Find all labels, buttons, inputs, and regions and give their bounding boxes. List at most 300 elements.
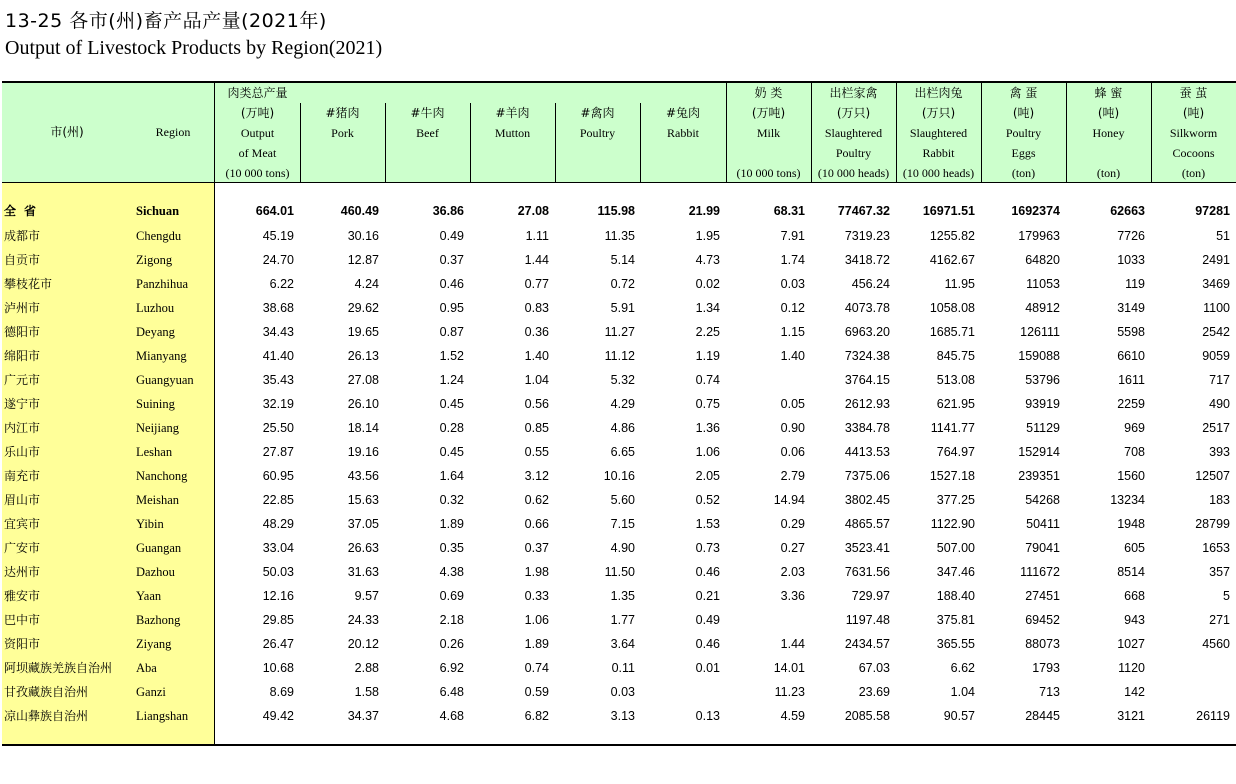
value-cell: 0.46 <box>695 565 720 579</box>
value-cell: 7631.56 <box>844 565 890 579</box>
value-cell: 64820 <box>1025 253 1060 267</box>
region-name-cn: 遂宁市 <box>4 397 41 411</box>
total-row <box>2 199 1236 223</box>
table-row <box>2 272 1236 296</box>
value-cell: 20.12 <box>347 637 379 651</box>
value-cell: 1611 <box>1118 373 1145 387</box>
value-cell: 2.79 <box>780 469 805 483</box>
value-cell: 0.37 <box>439 253 464 267</box>
value-cell: 28799 <box>1195 517 1230 531</box>
value-cell: 3469 <box>1202 277 1230 291</box>
value-cell: 23.69 <box>858 685 890 699</box>
value-cell: 5.32 <box>610 373 635 387</box>
value-cell: 845.75 <box>936 349 975 363</box>
value-cell: 9059 <box>1202 349 1230 363</box>
value-cell: 33.04 <box>262 541 294 555</box>
value-cell: 4.24 <box>354 277 379 291</box>
value-cell: 2612.93 <box>844 397 890 411</box>
value-cell: 1.89 <box>439 517 464 531</box>
value-cell: 27.08 <box>517 204 549 218</box>
table-row <box>2 584 1236 608</box>
header-divider <box>981 83 982 182</box>
region-name-en: Dazhou <box>136 565 175 579</box>
value-cell: 37.05 <box>347 517 379 531</box>
value-cell: 6.62 <box>950 661 975 675</box>
value-cell: 1.52 <box>439 349 464 363</box>
value-cell: 0.46 <box>695 637 720 651</box>
value-cell: 0.27 <box>780 541 805 555</box>
value-cell: 0.74 <box>695 373 720 387</box>
header-region-en: Region <box>155 125 191 139</box>
table-row <box>2 344 1236 368</box>
region-name-en: Deyang <box>136 325 175 339</box>
value-cell: 3121 <box>1117 709 1145 723</box>
region-name-en: Guangyuan <box>136 373 194 387</box>
value-cell: 13234 <box>1110 493 1145 507</box>
value-cell: 1.58 <box>354 685 379 699</box>
value-cell: 34.37 <box>347 709 379 723</box>
value-cell: 375.81 <box>936 613 975 627</box>
value-cell: 1527.18 <box>929 469 975 483</box>
header-col-6: 奶 类 (万吨) Milk (10 000 tons) <box>736 86 801 180</box>
value-cell: 1197.48 <box>845 613 890 627</box>
value-cell: 6.82 <box>524 709 549 723</box>
value-cell: 36.86 <box>432 204 464 218</box>
value-cell: 27451 <box>1025 589 1060 603</box>
value-cell: 25.50 <box>262 421 294 435</box>
region-name-en: Suining <box>136 397 175 411</box>
value-cell: 29.62 <box>347 301 379 315</box>
header-col-11: 蚕 茧 (吨) Silkworm Cocoons (ton) <box>1169 86 1218 180</box>
region-name-cn: 阿坝藏族羌族自治州 <box>4 661 113 675</box>
value-cell: 1.06 <box>524 613 549 627</box>
value-cell: 30.16 <box>347 229 379 243</box>
value-cell: 0.02 <box>695 277 720 291</box>
value-cell: 1.15 <box>780 325 805 339</box>
value-cell: 2.25 <box>695 325 720 339</box>
value-cell: 60.95 <box>262 469 294 483</box>
value-cell: 26.10 <box>347 397 379 411</box>
value-cell: 1.04 <box>950 685 975 699</box>
value-cell: 1058.08 <box>929 301 975 315</box>
value-cell: 1653 <box>1202 541 1230 555</box>
value-cell: 4.38 <box>439 565 464 579</box>
value-cell: 49.42 <box>262 709 294 723</box>
value-cell: 3.12 <box>524 469 549 483</box>
value-cell: 21.99 <box>688 204 720 218</box>
value-cell: 0.28 <box>439 421 464 435</box>
region-name-en: Panzhihua <box>136 277 189 291</box>
value-cell: 460.49 <box>340 204 379 218</box>
value-cell: 10.68 <box>262 661 294 675</box>
value-cell: 7.15 <box>610 517 635 531</box>
value-cell: 1.04 <box>524 373 549 387</box>
value-cell: 664.01 <box>255 204 294 218</box>
region-name-cn: 绵阳市 <box>4 349 41 363</box>
region-name-cn: 凉山彝族自治州 <box>4 709 89 723</box>
region-name-cn: 全省 <box>4 204 45 218</box>
value-cell: 6.22 <box>269 277 294 291</box>
value-cell: 729.97 <box>851 589 890 603</box>
value-cell: 0.45 <box>439 397 464 411</box>
value-cell: 90.57 <box>943 709 975 723</box>
value-cell: 0.77 <box>524 277 549 291</box>
value-cell: 26.13 <box>347 349 379 363</box>
value-cell: 45.19 <box>262 229 294 243</box>
region-name-en: Chengdu <box>136 229 182 243</box>
value-cell: 115.98 <box>597 204 635 218</box>
value-cell: 10.16 <box>603 469 635 483</box>
region-name-cn: 巴中市 <box>4 613 41 627</box>
value-cell: 1120 <box>1118 661 1145 675</box>
value-cell: 4.29 <box>610 397 635 411</box>
header-col-10: 蜂 蜜 (吨) Honey (ton) <box>1092 86 1125 180</box>
value-cell: 6610 <box>1117 349 1145 363</box>
region-name-en: Mianyang <box>136 349 187 363</box>
value-cell: 142 <box>1124 685 1145 699</box>
value-cell: 0.37 <box>524 541 549 555</box>
value-cell: 6.92 <box>439 661 464 675</box>
value-cell: 12.16 <box>262 589 294 603</box>
value-cell: 0.26 <box>439 637 464 651</box>
value-cell: 3764.15 <box>844 373 890 387</box>
table-title-en: Output of Livestock Products by Region(2021) <box>5 37 383 59</box>
value-cell: 2517 <box>1202 421 1230 435</box>
value-cell: 4.68 <box>439 709 464 723</box>
value-cell: 4.86 <box>610 421 635 435</box>
value-cell: 3.36 <box>780 589 805 603</box>
value-cell: 88073 <box>1025 637 1060 651</box>
value-cell: 365.55 <box>936 637 975 651</box>
value-cell: 1560 <box>1117 469 1145 483</box>
value-cell: 0.72 <box>610 277 635 291</box>
region-name-en: Bazhong <box>136 613 181 627</box>
value-cell: 31.63 <box>347 565 379 579</box>
value-cell: 11.12 <box>604 349 635 363</box>
value-cell: 5.60 <box>610 493 635 507</box>
value-cell: 3384.78 <box>844 421 890 435</box>
table-row <box>2 512 1236 536</box>
value-cell: 16971.51 <box>922 204 975 218</box>
value-cell: 3.13 <box>610 709 635 723</box>
value-cell: 7375.06 <box>844 469 890 483</box>
header-col-8: 出栏肉兔 (万只) Slaughtered Rabbit (10 000 heads) <box>902 86 975 180</box>
value-cell: 0.12 <box>780 301 805 315</box>
value-cell: 2491 <box>1202 253 1230 267</box>
value-cell: 456.24 <box>851 277 890 291</box>
header-col-9: 禽 蛋 (吨) Poultry Eggs (ton) <box>1005 86 1042 180</box>
value-cell: 11.23 <box>774 685 805 699</box>
value-cell: 24.33 <box>347 613 379 627</box>
value-cell: 1.34 <box>695 301 720 315</box>
value-cell: 0.62 <box>524 493 549 507</box>
region-name-en: Ziyang <box>136 637 172 651</box>
region-name-cn: 宜宾市 <box>4 517 41 531</box>
region-name-cn: 自贡市 <box>4 253 41 267</box>
region-name-cn: 乐山市 <box>4 445 41 459</box>
value-cell: 11053 <box>1026 277 1060 291</box>
header-col-1: #猪肉 Pork <box>325 106 360 140</box>
header-region-cn: 市(州) <box>50 125 84 139</box>
header-divider <box>470 103 471 182</box>
region-name-en: Yaan <box>136 589 162 603</box>
value-cell: 0.13 <box>695 709 720 723</box>
value-cell: 1.53 <box>695 517 720 531</box>
region-name-cn: 攀枝花市 <box>4 277 53 291</box>
value-cell: 7726 <box>1117 229 1145 243</box>
value-cell: 2.05 <box>695 469 720 483</box>
value-cell: 1.98 <box>524 565 549 579</box>
region-name-en: Meishan <box>136 493 180 507</box>
value-cell: 50.03 <box>262 565 294 579</box>
value-cell: 6.65 <box>610 445 635 459</box>
value-cell: 28445 <box>1025 709 1060 723</box>
region-name-cn: 广安市 <box>4 541 41 555</box>
value-cell: 26.47 <box>262 637 294 651</box>
value-cell: 5598 <box>1117 325 1145 339</box>
value-cell: 34.43 <box>262 325 294 339</box>
value-cell: 43.56 <box>347 469 379 483</box>
value-cell: 0.52 <box>695 493 720 507</box>
table-row <box>2 368 1236 392</box>
value-cell: 0.75 <box>695 397 720 411</box>
value-cell: 1.06 <box>695 445 720 459</box>
value-cell: 93919 <box>1025 397 1060 411</box>
value-cell: 54268 <box>1025 493 1060 507</box>
value-cell: 7.91 <box>780 229 805 243</box>
header-divider <box>811 83 812 182</box>
value-cell: 969 <box>1124 421 1145 435</box>
value-cell: 0.29 <box>780 517 805 531</box>
region-name-cn: 泸州市 <box>4 301 41 315</box>
region-name-en: Zigong <box>136 253 173 267</box>
value-cell: 621.95 <box>936 397 975 411</box>
value-cell: 1.89 <box>524 637 549 651</box>
value-cell: 14.94 <box>773 493 805 507</box>
table-row <box>2 320 1236 344</box>
value-cell: 717 <box>1209 373 1230 387</box>
table-row <box>2 632 1236 656</box>
value-cell: 48912 <box>1025 301 1060 315</box>
value-cell: 159088 <box>1018 349 1060 363</box>
value-cell: 2.18 <box>439 613 464 627</box>
value-cell: 4413.53 <box>844 445 890 459</box>
value-cell: 0.56 <box>524 397 549 411</box>
header-col-4: #禽肉 Poultry <box>579 106 616 140</box>
region-name-cn: 成都市 <box>4 229 41 243</box>
header-divider <box>726 83 727 182</box>
value-cell: 7324.38 <box>844 349 890 363</box>
value-cell: 0.87 <box>439 325 464 339</box>
value-cell: 0.05 <box>780 397 805 411</box>
value-cell: 507.00 <box>936 541 975 555</box>
value-cell: 35.43 <box>262 373 294 387</box>
value-cell: 62663 <box>1110 204 1145 218</box>
table-row <box>2 392 1236 416</box>
value-cell: 1.44 <box>780 637 805 651</box>
value-cell: 3149 <box>1117 301 1145 315</box>
value-cell: 4.90 <box>610 541 635 555</box>
value-cell: 3.64 <box>610 637 635 651</box>
value-cell: 6.48 <box>439 685 464 699</box>
value-cell: 5 <box>1223 589 1230 603</box>
value-cell: 188.40 <box>936 589 975 603</box>
value-cell: 0.33 <box>524 589 549 603</box>
value-cell: 1.95 <box>695 229 720 243</box>
value-cell: 0.95 <box>439 301 464 315</box>
value-cell: 4.73 <box>695 253 720 267</box>
region-name-en: Nanchong <box>136 469 188 483</box>
value-cell: 943 <box>1124 613 1145 627</box>
table-row <box>2 296 1236 320</box>
value-cell: 11.27 <box>604 325 635 339</box>
value-cell: 0.11 <box>611 661 635 675</box>
value-cell: 2259 <box>1117 397 1145 411</box>
header-divider <box>555 103 556 182</box>
value-cell: 3523.41 <box>844 541 890 555</box>
region-name-cn: 甘孜藏族自治州 <box>4 685 89 699</box>
value-cell: 2434.57 <box>844 637 890 651</box>
value-cell: 1027 <box>1117 637 1145 651</box>
region-name-cn: 眉山市 <box>4 493 41 507</box>
value-cell: 38.68 <box>262 301 294 315</box>
value-cell: 0.36 <box>524 325 549 339</box>
value-cell: 0.83 <box>524 301 549 315</box>
region-name-en: Neijiang <box>136 421 180 435</box>
value-cell: 0.32 <box>439 493 464 507</box>
value-cell: 1033 <box>1117 253 1145 267</box>
bottom-rule <box>2 744 1236 746</box>
value-cell: 513.08 <box>936 373 975 387</box>
region-name-en: Sichuan <box>136 204 180 218</box>
table-row <box>2 416 1236 440</box>
region-name-cn: 南充市 <box>4 469 41 483</box>
value-cell: 4865.57 <box>844 517 890 531</box>
value-cell: 1.40 <box>524 349 549 363</box>
value-cell: 0.06 <box>780 445 805 459</box>
header-col-5: #兔肉 Rabbit <box>665 106 701 140</box>
value-cell: 51129 <box>1026 421 1060 435</box>
value-cell: 97281 <box>1195 204 1230 218</box>
value-cell: 11.50 <box>604 565 635 579</box>
value-cell: 1.74 <box>780 253 805 267</box>
value-cell: 377.25 <box>936 493 975 507</box>
value-cell: 0.35 <box>439 541 464 555</box>
value-cell: 0.59 <box>524 685 549 699</box>
value-cell: 27.08 <box>347 373 379 387</box>
table-row <box>2 224 1236 248</box>
value-cell: 1.64 <box>439 469 464 483</box>
value-cell: 490 <box>1209 397 1230 411</box>
value-cell: 0.49 <box>695 613 720 627</box>
value-cell: 14.01 <box>773 661 805 675</box>
value-cell: 11.95 <box>944 277 975 291</box>
value-cell: 764.97 <box>936 445 975 459</box>
header-divider <box>1151 83 1152 182</box>
value-cell: 69452 <box>1025 613 1060 627</box>
region-name-en: Liangshan <box>136 709 189 723</box>
table-row <box>2 704 1236 728</box>
value-cell: 1.35 <box>610 589 635 603</box>
value-cell: 9.57 <box>354 589 379 603</box>
value-cell: 7319.23 <box>844 229 890 243</box>
value-cell: 32.19 <box>262 397 294 411</box>
value-cell: 0.45 <box>439 445 464 459</box>
value-cell: 126111 <box>1020 325 1060 339</box>
value-cell: 53796 <box>1025 373 1060 387</box>
value-cell: 4162.67 <box>929 253 975 267</box>
value-cell: 4.59 <box>780 709 805 723</box>
value-cell: 605 <box>1124 541 1145 555</box>
header-col-0: 肉类总产量 (万吨) Output of Meat (10 000 tons) <box>225 86 290 180</box>
value-cell: 119 <box>1125 277 1145 291</box>
value-cell: 393 <box>1209 445 1230 459</box>
value-cell: 1793 <box>1032 661 1060 675</box>
table-row <box>2 464 1236 488</box>
region-name-en: Leshan <box>136 445 173 459</box>
header-divider <box>640 103 641 182</box>
value-cell: 8514 <box>1117 565 1145 579</box>
region-name-en: Yibin <box>136 517 164 531</box>
value-cell: 4073.78 <box>844 301 890 315</box>
value-cell: 0.49 <box>439 229 464 243</box>
value-cell: 50411 <box>1026 517 1060 531</box>
value-cell: 713 <box>1039 685 1060 699</box>
value-cell: 1.40 <box>780 349 805 363</box>
value-cell: 12.87 <box>347 253 379 267</box>
value-cell: 18.14 <box>347 421 379 435</box>
value-cell: 26.63 <box>347 541 379 555</box>
table-header <box>2 83 1236 182</box>
value-cell: 11.35 <box>604 229 635 243</box>
header-divider <box>300 103 301 182</box>
value-cell: 0.55 <box>524 445 549 459</box>
header-col-3: #羊肉 Mutton <box>494 106 531 140</box>
value-cell: 0.90 <box>780 421 805 435</box>
value-cell: 111672 <box>1020 565 1060 579</box>
value-cell: 183 <box>1209 493 1230 507</box>
value-cell: 26119 <box>1196 709 1230 723</box>
value-cell: 12507 <box>1195 469 1230 483</box>
value-cell: 668 <box>1124 589 1145 603</box>
value-cell: 1.77 <box>610 613 635 627</box>
region-name-en: Guangan <box>136 541 182 555</box>
value-cell: 6963.20 <box>844 325 890 339</box>
table-row <box>2 608 1236 632</box>
value-cell: 3802.45 <box>844 493 890 507</box>
region-name-cn: 资阳市 <box>4 637 41 651</box>
value-cell: 15.63 <box>347 493 379 507</box>
value-cell: 79041 <box>1025 541 1060 555</box>
region-name-en: Ganzi <box>136 685 166 699</box>
value-cell: 1.11 <box>525 229 549 243</box>
table-row <box>2 656 1236 680</box>
value-cell: 1685.71 <box>929 325 975 339</box>
header-col-7: 出栏家禽 (万只) Slaughtered Poultry (10 000 heads) <box>817 86 890 180</box>
value-cell: 2.03 <box>780 565 805 579</box>
value-cell: 68.31 <box>773 204 805 218</box>
value-cell: 0.21 <box>695 589 720 603</box>
table-row <box>2 680 1236 704</box>
value-cell: 347.46 <box>936 565 975 579</box>
value-cell: 67.03 <box>858 661 890 675</box>
region-name-cn: 广元市 <box>4 373 41 387</box>
table-row <box>2 440 1236 464</box>
value-cell: 2542 <box>1202 325 1230 339</box>
region-name-cn: 达州市 <box>4 565 41 579</box>
value-cell: 27.87 <box>262 445 294 459</box>
header-divider <box>385 103 386 182</box>
